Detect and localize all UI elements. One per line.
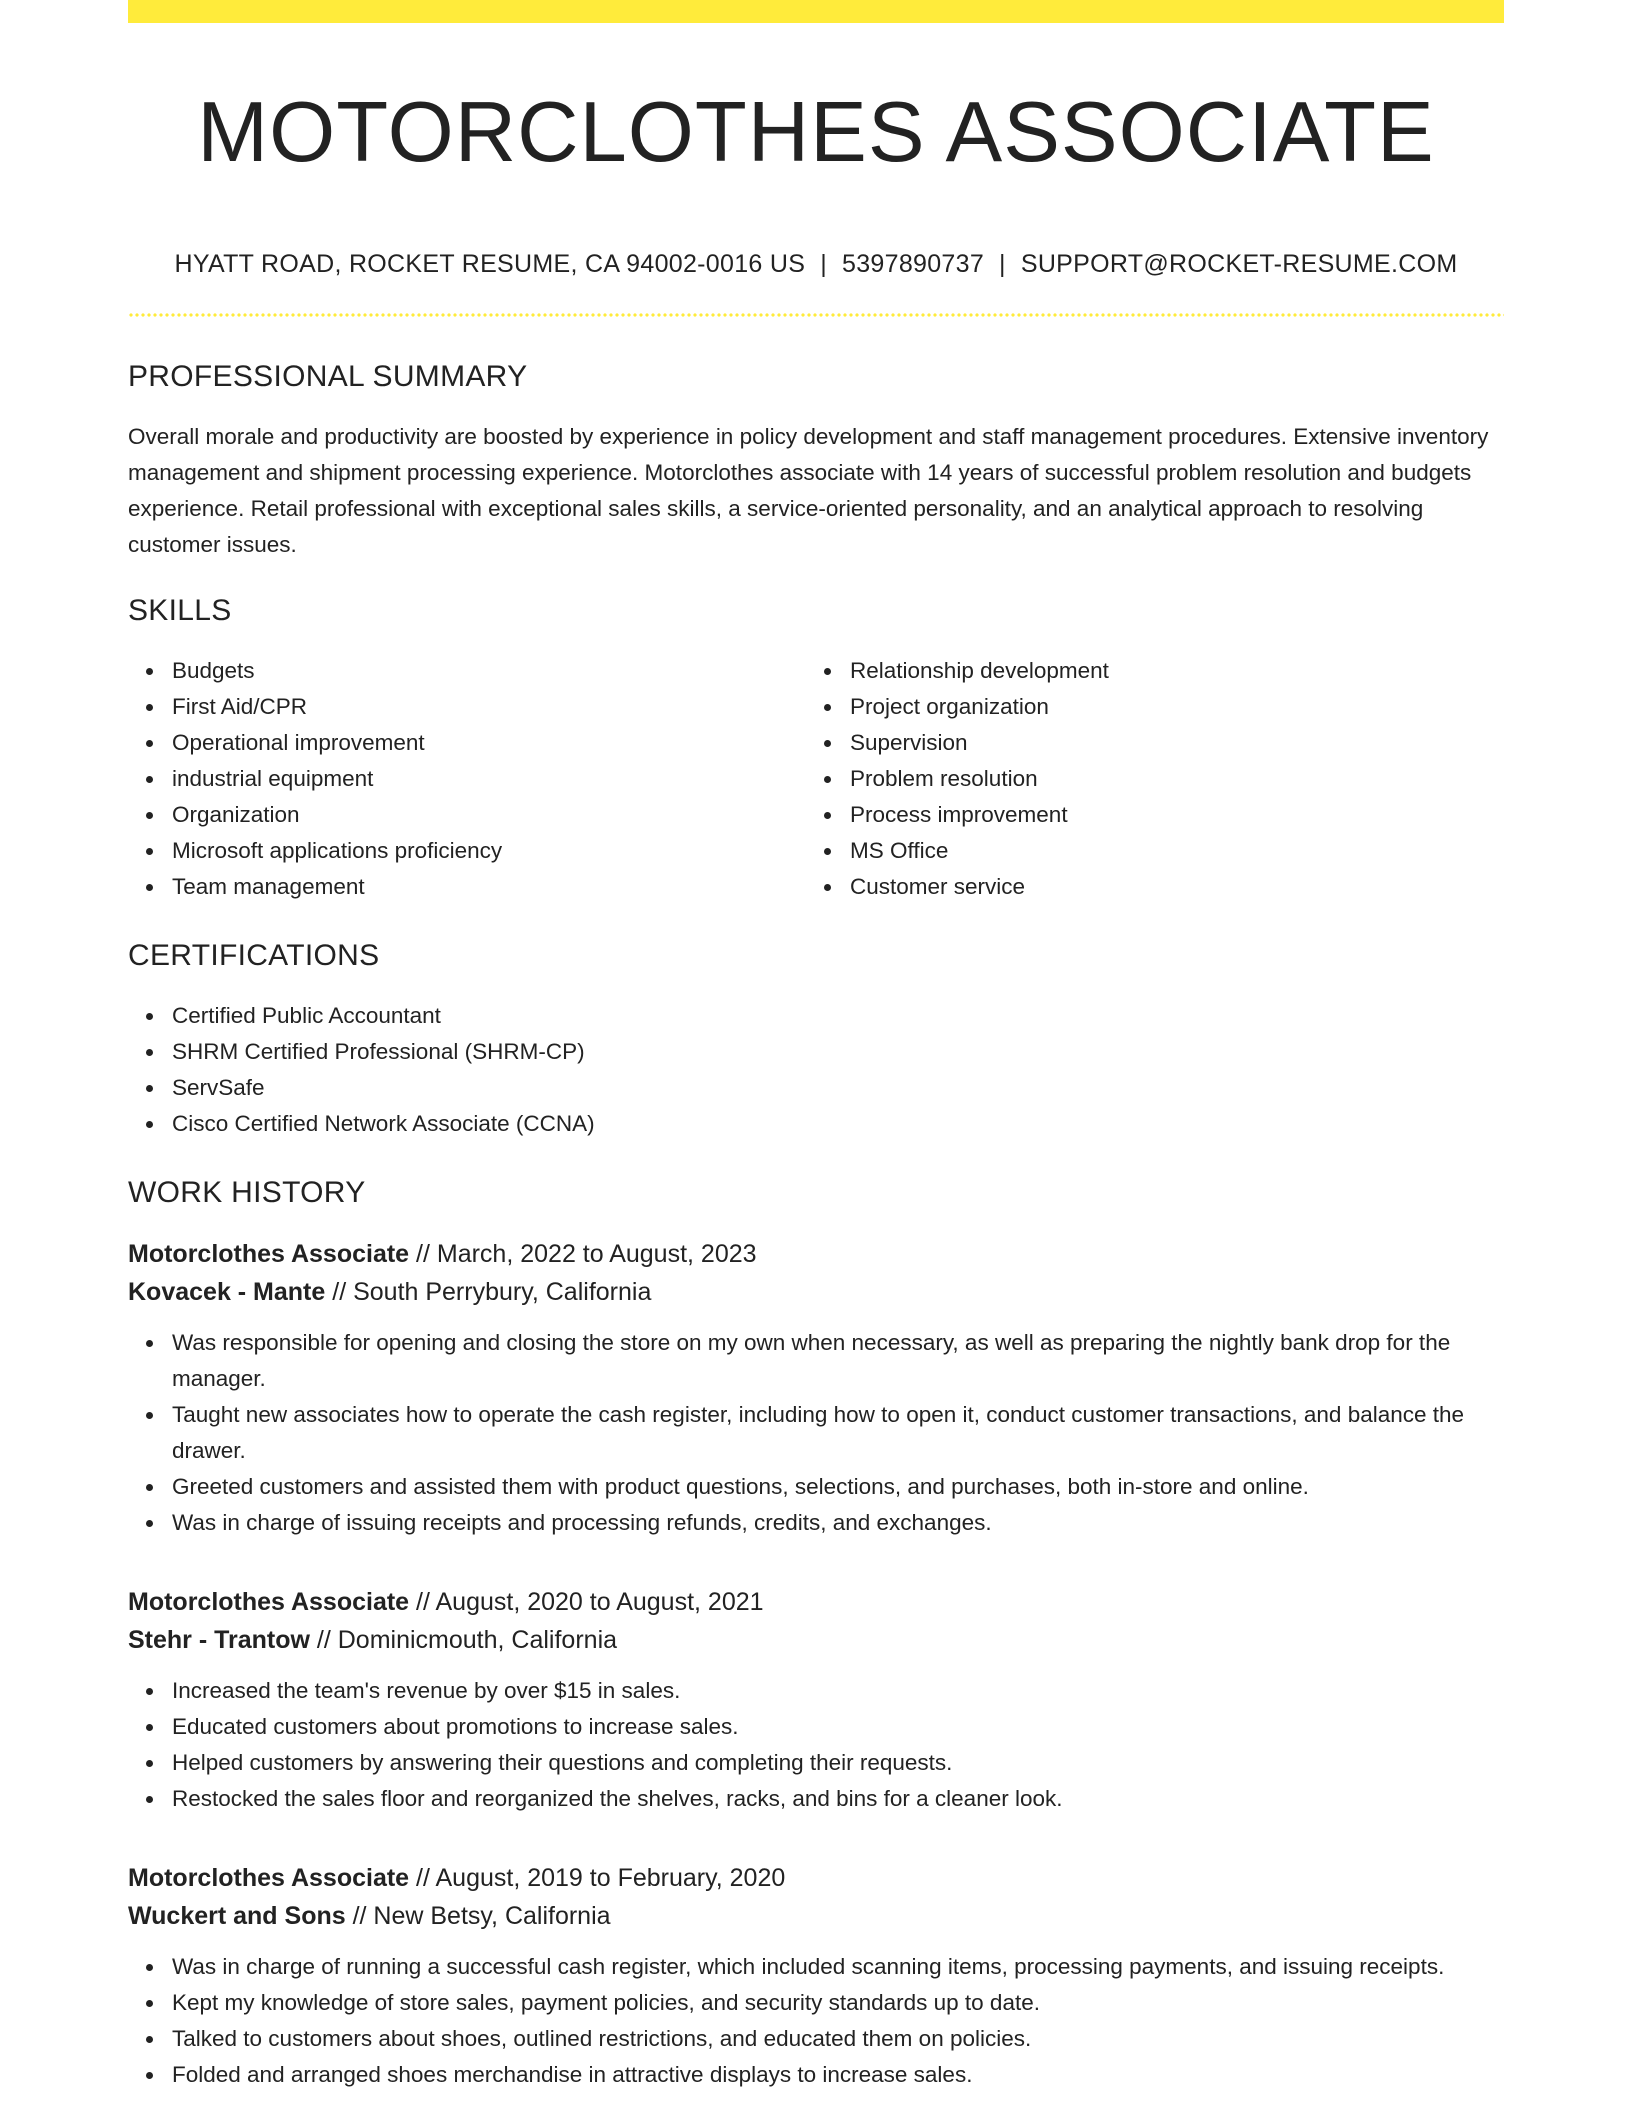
job-company-line [128,1273,1504,1311]
accent-top-bar [128,0,1504,23]
skill-item: Supervision [850,725,1484,761]
skill-item: Team management [172,869,806,905]
job-entry [128,1583,1504,1817]
contact-address: HYATT ROAD, ROCKET RESUME, CA 94002-0016 US [174,250,806,278]
skills-list [128,653,1504,905]
job-role: Motorclothes Associate [128,1588,410,1616]
job-dates: // August, 2020 to August, 2021 [409,1588,764,1616]
skill-item: MS Office [850,833,1484,869]
job-dates: // August, 2019 to February, 2020 [409,1864,786,1892]
contact-phone: 5397890737 [842,250,985,278]
skills-heading: SKILLS [128,594,232,627]
job-bullet: Was in charge of running a successful cash register, which included scanning items, processing payments, and issuing receipts. [172,1949,1504,1985]
job-company: Kovacek - Mante [128,1278,326,1306]
job-entry [128,1859,1504,2093]
job-bullet: Taught new associates how to operate the cash register, including how to open it, conduct customer transactions, and balance the drawer. [172,1397,1504,1469]
job-company-line [128,1897,1504,1935]
certification-item: Certified Public Accountant [172,998,1504,1034]
job-entry [128,1235,1504,1541]
certification-item: Cisco Certified Network Associate (CCNA) [172,1106,1504,1142]
skill-item: industrial equipment [172,761,806,797]
job-bullet: Was in charge of issuing receipts and processing refunds, credits, and exchanges. [172,1505,1504,1541]
summary-text: Overall morale and productivity are boosted by experience in policy development and staff management procedures. Extensive inventory management and shipment processing experience. Motorclothes associate with 14 years of successful problem resolution and budgets experience. Retail professional with exceptional sales skills, a service-oriented personality, and an analytical approach to resolving customer issues. [128,424,1489,557]
skill-item: Problem resolution [850,761,1484,797]
skill-item: Process improvement [850,797,1484,833]
job-bullet: Folded and arranged shoes merchandise in attractive displays to increase sales. [172,2057,1504,2093]
certifications-list [128,998,1504,1142]
contact-email: SUPPORT@ROCKET-RESUME.COM [1020,250,1458,278]
job-bullet: Increased the team's revenue by over $15 in sales. [172,1673,1504,1709]
skills-column-left [128,653,806,905]
job-role: Motorclothes Associate [128,1864,410,1892]
skill-item: Microsoft applications proficiency [172,833,806,869]
contact-separator: | [999,250,1006,278]
skill-item: Relationship development [850,653,1484,689]
job-bullet: Kept my knowledge of store sales, payment policies, and security standards up to date. [172,1985,1504,2021]
job-bullet: Educated customers about promotions to increase sales. [172,1709,1504,1745]
job-location: // New Betsy, California [345,1902,611,1930]
skill-item: Operational improvement [172,725,806,761]
job-company: Wuckert and Sons [128,1902,346,1930]
skill-item: Organization [172,797,806,833]
certification-item: ServSafe [172,1070,1504,1106]
job-bullet: Was responsible for opening and closing the store on my own when necessary, as well as preparing the nightly bank drop for the manager. [172,1325,1504,1397]
job-bullet: Greeted customers and assisted them with product questions, selections, and purchases, both in-store and online. [172,1469,1504,1505]
job-bullets [128,1949,1504,2093]
dotted-divider [128,313,1504,317]
skill-item: Customer service [850,869,1484,905]
certification-item: SHRM Certified Professional (SHRM-CP) [172,1034,1504,1070]
resume-name: MOTORCLOTHES ASSOCIATE [197,85,1435,180]
skill-item: Project organization [850,689,1484,725]
job-title-line [128,1859,1504,1897]
job-location: // South Perrybury, California [325,1278,652,1306]
job-bullets [128,1673,1504,1817]
work-history-heading: WORK HISTORY [128,1176,366,1209]
job-location: // Dominicmouth, California [309,1626,618,1654]
resume-page [128,0,1504,2093]
skills-column-right [806,653,1484,905]
job-bullets [128,1325,1504,1541]
job-company: Stehr - Trantow [128,1626,310,1654]
job-role: Motorclothes Associate [128,1240,410,1268]
contact-line [128,249,1504,279]
job-bullet: Restocked the sales floor and reorganized the shelves, racks, and bins for a cleaner look. [172,1781,1504,1817]
job-bullet: Helped customers by answering their questions and completing their requests. [172,1745,1504,1781]
job-title-line [128,1235,1504,1273]
skill-item: First Aid/CPR [172,689,806,725]
contact-separator: | [820,250,827,278]
skill-item: Budgets [172,653,806,689]
summary-heading: PROFESSIONAL SUMMARY [128,360,528,393]
job-dates: // March, 2022 to August, 2023 [409,1240,757,1268]
certifications-heading: CERTIFICATIONS [128,939,380,972]
job-title-line [128,1583,1504,1621]
job-bullet: Talked to customers about shoes, outlined restrictions, and educated them on policies. [172,2021,1504,2057]
job-company-line [128,1621,1504,1659]
